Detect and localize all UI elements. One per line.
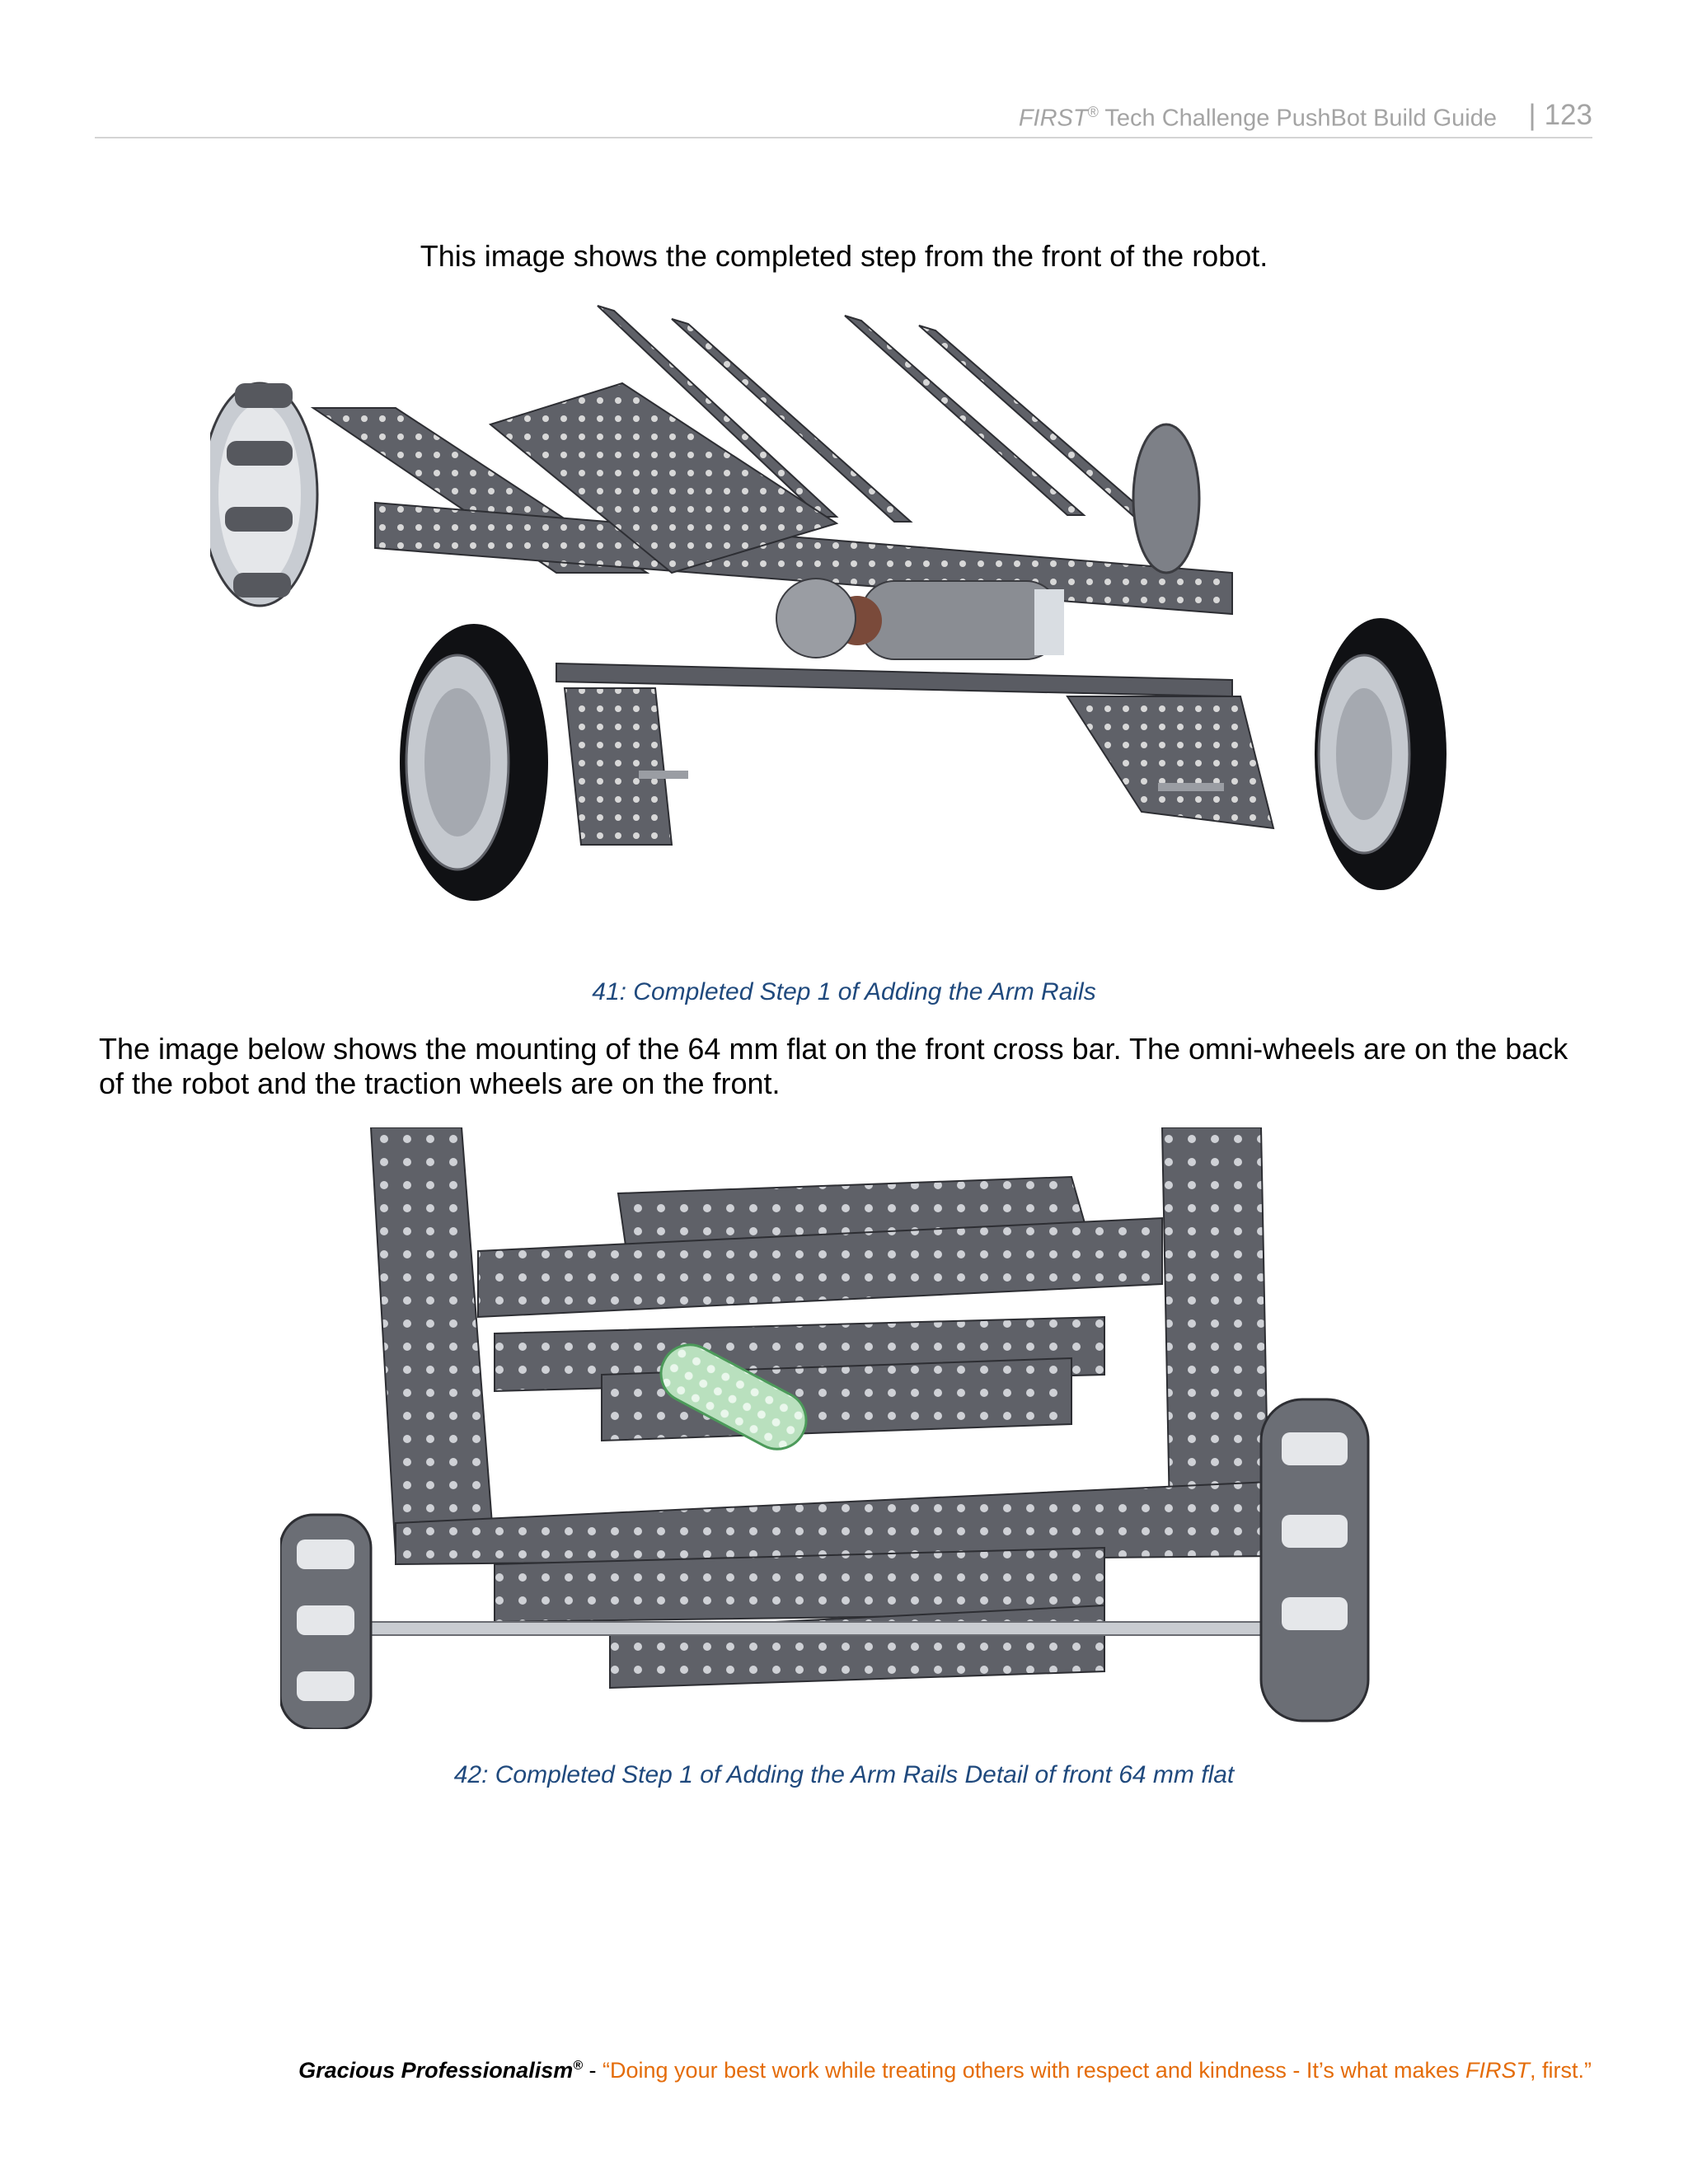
header-divider [95, 137, 1592, 138]
figure-41-caption: 41: Completed Step 1 of Adding the Arm Rails [592, 978, 1096, 1005]
body-paragraph: The image below shows the mounting of the 64 mm flat on the front cross bar. The omni-wheels are on the back of the robot and the traction wheels are on the front. [99, 1032, 1568, 1100]
footer-registered-mark: ® [573, 2059, 584, 2073]
intro-paragraph: This image shows the completed step from the front of the robot. [420, 239, 1268, 273]
figure-42-caption: 42: Completed Step 1 of Adding the Arm Rails Detail of front 64 mm flat [453, 1761, 1235, 1788]
header-title-text: Tech Challenge PushBot Build Guide [1098, 105, 1497, 132]
footer-quote [603, 2058, 1592, 2083]
header-brand: FIRST [1018, 105, 1088, 132]
footer-label: Gracious Professionalism [298, 2058, 574, 2083]
page-header [0, 97, 1592, 140]
page-footer [298, 2058, 1592, 2083]
page-number-block [1529, 99, 1593, 132]
registered-mark: ® [1087, 104, 1099, 120]
robot-underside-illustration [280, 1127, 1401, 1729]
footer-quote-end: , first.” [1530, 2058, 1592, 2083]
header-separator: | [1528, 99, 1536, 131]
header-title [1019, 104, 1497, 133]
footer-quote-start: “Doing your best work while treating others with respect and kindness - It’s what makes [603, 2058, 1465, 2083]
figure-robot-underside [280, 1127, 1401, 1729]
robot-front-illustration [210, 301, 1479, 931]
footer-dash: - [583, 2058, 603, 2083]
figure-robot-front [210, 301, 1479, 931]
footer-quote-brand: FIRST [1465, 2058, 1530, 2083]
page-number: 123 [1544, 99, 1592, 131]
